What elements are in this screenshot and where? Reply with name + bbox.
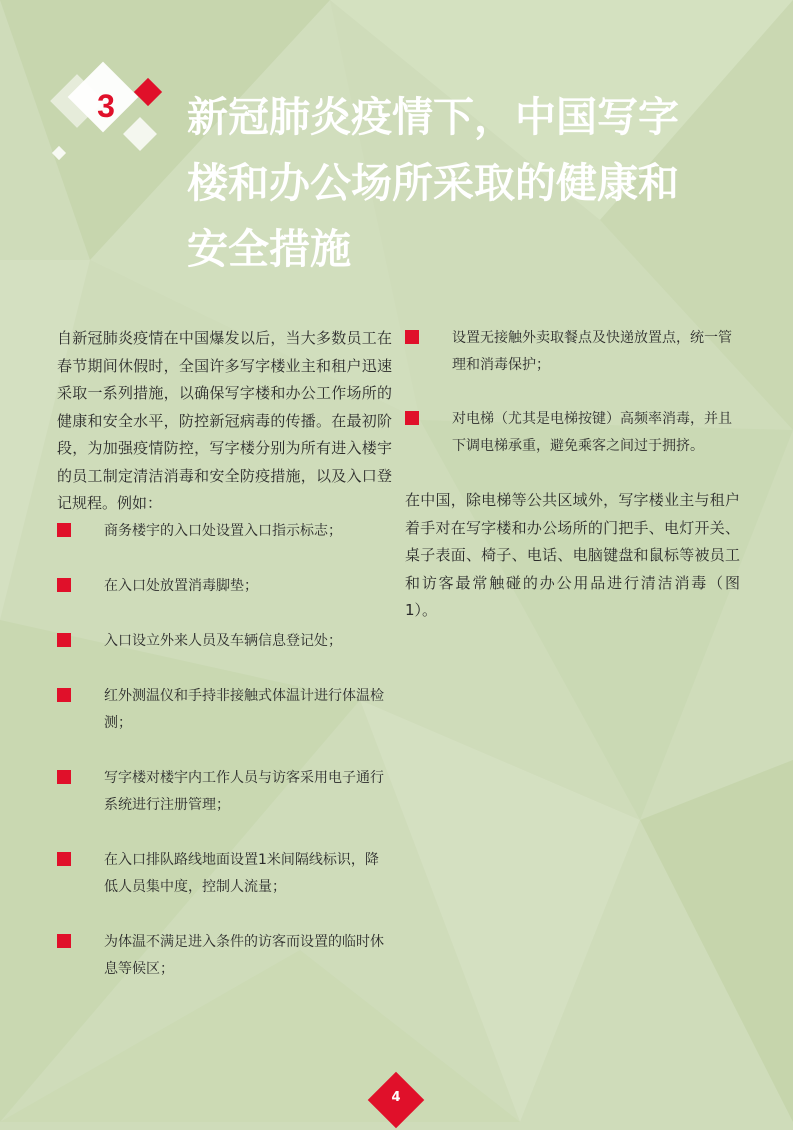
red-square-bullet-icon <box>57 934 71 948</box>
list-item: 在入口处放置消毒脚垫； <box>57 573 392 600</box>
list-item: 在入口排队路线地面设置1米间隔线标识，降低人员集中度，控制人流量； <box>57 847 392 901</box>
list-item: 对电梯（尤其是电梯按键）高频率消毒，并且下调电梯承重，避免乘客之间过于拥挤。 <box>405 406 740 460</box>
measures-list-continued <box>405 325 740 460</box>
list-item: 红外测温仪和手持非接触式体温计进行体温检测； <box>57 683 392 737</box>
list-item: 写字楼对楼宇内工作人员与访客采用电子通行系统进行注册管理； <box>57 765 392 819</box>
measures-list <box>57 518 392 983</box>
page-title <box>187 84 762 282</box>
red-square-bullet-icon <box>57 523 71 537</box>
list-item: 为体温不满足进入条件的访客而设置的临时休息等候区； <box>57 929 392 983</box>
title-line-2: 楼和办公场所采取的健康和 <box>187 159 679 207</box>
red-square-bullet-icon <box>57 852 71 866</box>
red-square-bullet-icon <box>405 411 419 425</box>
red-square-bullet-icon <box>405 330 419 344</box>
left-column <box>57 325 392 1011</box>
red-square-bullet-icon <box>57 578 71 592</box>
red-square-bullet-icon <box>57 688 71 702</box>
list-item: 入口设立外来人员及车辆信息登记处； <box>57 628 392 655</box>
red-square-bullet-icon <box>57 770 71 784</box>
intro-paragraph: 自新冠肺炎疫情在中国爆发以后，当大多数员工在春节期间休假时，全国许多写字楼业主和租户迅速采取一系列措施，以确保写字楼和办公工作场所的健康和安全水平，防控新冠病毒的传播。在最初阶段，为加强疫情防控，写字楼分别为所有进入楼宇的员工制定清洁消毒和安全防疫措施，以及入口登记规程。例如： <box>57 329 392 512</box>
page-number: 4 <box>391 1089 401 1105</box>
list-item: 商务楼宇的入口处设置入口指示标志； <box>57 518 392 545</box>
right-column <box>405 325 740 625</box>
body-paragraph: 在中国，除电梯等公共区域外，写字楼业主与租户着手对在写字楼和办公场所的门把手、电灯开关、桌子表面、椅子、电话、电脑键盘和鼠标等被员工和访客最常触碰的办公用品进行清洁消毒（图 1）。 <box>405 491 740 619</box>
red-square-bullet-icon <box>57 633 71 647</box>
chapter-number: 3 <box>97 87 115 124</box>
list-item: 设置无接触外卖取餐点及快递放置点，统一管理和消毒保护； <box>405 325 740 379</box>
title-line-3: 安全措施 <box>187 225 351 273</box>
title-line-1: 新冠肺炎疫情下，中国写字 <box>187 93 679 141</box>
